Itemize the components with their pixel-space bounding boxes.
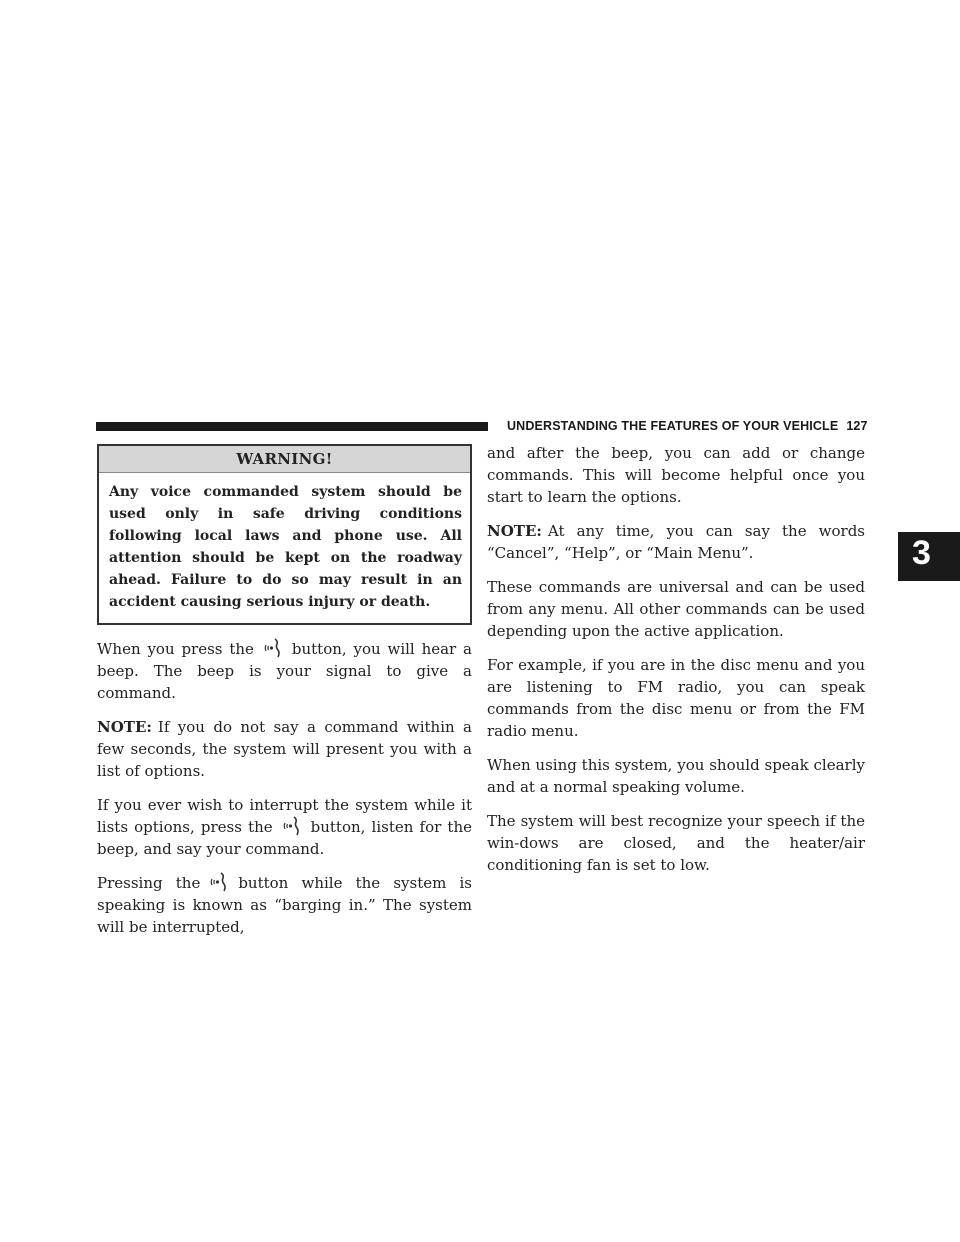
paragraph-recognition: The system will best recognize your speech if the win-dows are closed, and the heater/air conditioning fan is set to low. <box>487 812 865 874</box>
paragraph-example: For example, if you are in the disc menu and you are listening to FM radio, you can speak commands from the disc menu or from the FM radio menu. <box>487 656 865 740</box>
warning-box <box>97 444 472 625</box>
section-title: UNDERSTANDING THE FEATURES OF YOUR VEHICLE <box>507 419 839 433</box>
running-header <box>507 419 868 433</box>
paragraph-text: If you ever wish to interrupt the system while it lists options, press the <box>97 796 472 836</box>
header-rule <box>96 422 488 431</box>
paragraph-text: button, you will hear a beep. The beep is your signal to give a command. <box>97 640 472 702</box>
paragraph-text: Pressing the <box>97 874 201 892</box>
paragraph-text: button while the system is speaking is known as “barging in.” The system will be interrupted, <box>97 874 472 936</box>
warning-title: WARNING! <box>99 446 470 473</box>
paragraph-interrupt <box>97 794 472 860</box>
right-column <box>487 442 865 888</box>
left-column <box>97 444 472 938</box>
note-universal-words <box>487 520 865 564</box>
note-no-command <box>97 716 472 782</box>
paragraph-text: button, listen for the beep, and say your command. <box>97 818 472 858</box>
voice-command-icon <box>262 638 284 658</box>
voice-command-icon <box>281 816 303 836</box>
note-label: NOTE: <box>487 522 542 540</box>
paragraph-barging-in <box>97 872 472 938</box>
paragraph-after-beep: and after the beep, you can add or change commands. This will become helpful once you start to learn the options. <box>487 444 865 506</box>
page-number: 127 <box>846 419 868 433</box>
voice-command-icon <box>208 872 230 892</box>
chapter-tab <box>898 532 960 581</box>
paragraph-universal-commands: These commands are universal and can be used from any menu. All other commands can be used depending upon the active application. <box>487 578 865 640</box>
warning-text: Any voice commanded system should be used only in safe driving conditions following local laws and phone use. All attention should be kept on the roadway ahead. Failure to do so may result in an accident causing serious injury or death. <box>109 484 462 610</box>
note-label: NOTE: <box>97 718 152 736</box>
note-text: At any time, you can say the words “Cancel”, “Help”, or “Main Menu”. <box>487 522 865 562</box>
paragraph-press-button <box>97 638 472 704</box>
chapter-number: 3 <box>912 534 931 572</box>
paragraph-text: When you press the <box>97 640 254 658</box>
paragraph-speak-clearly: When using this system, you should speak clearly and at a normal speaking volume. <box>487 756 865 796</box>
note-text: If you do not say a command within a few seconds, the system will present you with a list of options. <box>97 718 472 780</box>
